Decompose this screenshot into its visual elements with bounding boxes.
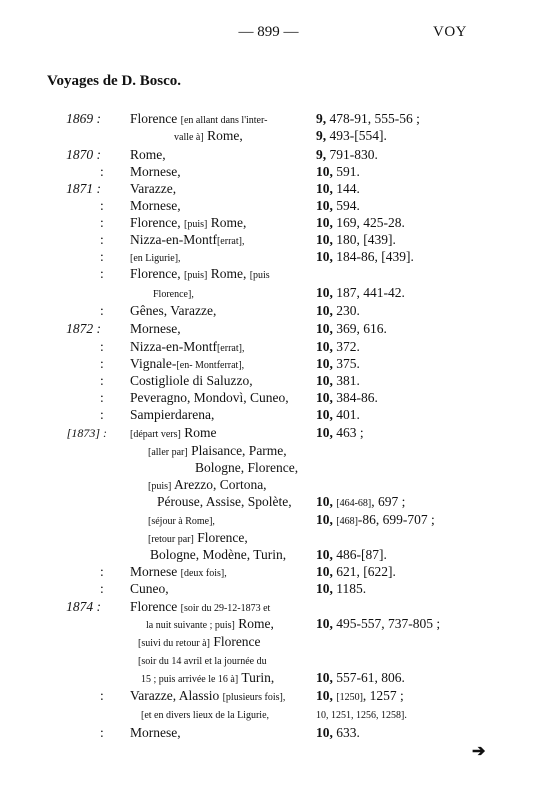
entry-place: [141, 705, 269, 725]
entry-place: [148, 511, 215, 531]
place-text: [puis]: [183, 270, 208, 281]
index-entry: [0, 511, 537, 529]
page-reference: 486-[87].: [336, 547, 387, 562]
entry-reference: [316, 563, 396, 581]
entry-reference: [316, 546, 387, 564]
entry-ditto-colon: :: [100, 215, 104, 230]
page-reference: -86, 699-707 ;: [357, 512, 435, 527]
place-text: Arezzo, Cortona,: [171, 477, 267, 492]
page-reference: 375.: [336, 356, 360, 371]
entry-place: [130, 389, 289, 407]
page-reference: [464-68]: [336, 498, 372, 509]
volume-number: 10,: [316, 339, 333, 354]
place-text: 15 ; puis arrivée le 16 à]: [141, 674, 239, 685]
volume-number: 10,: [316, 249, 333, 264]
page-reference: [1250]: [336, 692, 363, 703]
place-text: [aller par]: [148, 447, 188, 458]
entry-reference: [316, 493, 405, 513]
place-text: Florence,: [193, 530, 248, 545]
volume-number: 10,: [316, 181, 333, 196]
place-text: [soir du 29-12-1873 et: [180, 603, 271, 614]
entry-ditto-colon: :: [100, 303, 104, 318]
volume-number: 10,: [316, 390, 333, 405]
page-reference: 187, 441-42.: [336, 285, 405, 300]
entry-reference: [316, 180, 360, 198]
place-text: Rome,: [207, 215, 247, 230]
volume-number: 10,: [316, 164, 333, 179]
entry-place: [130, 424, 216, 444]
page-reference: 478-91, 555-56 ;: [329, 111, 420, 126]
entry-ditto-colon: :: [100, 356, 104, 371]
entry-reference: [316, 580, 366, 598]
volume-number: 10,: [316, 232, 333, 247]
page-reference: 10, 1251, 1256, 1258].: [316, 710, 407, 721]
index-entry: [0, 355, 537, 373]
volume-number: 10,: [316, 425, 333, 440]
entry-place: [153, 284, 194, 304]
index-entry: [0, 248, 537, 266]
entry-reference: [316, 302, 360, 320]
place-text: Mornese,: [130, 164, 181, 179]
page-reference: , 697 ;: [371, 494, 406, 509]
place-text: Rome,: [207, 266, 250, 281]
index-entry: [0, 406, 537, 424]
index-entry: [0, 110, 537, 128]
entry-reference: [316, 338, 360, 356]
page-reference: 791-830.: [329, 147, 378, 162]
place-text: valle à]: [174, 132, 204, 143]
place-text: [en- Montferrat],: [176, 360, 245, 371]
entry-ditto-colon: :: [100, 164, 104, 179]
volume-number: 10,: [316, 512, 333, 527]
entry-year: 1871 :: [66, 181, 101, 196]
entry-place: [141, 669, 274, 689]
index-entry: [0, 459, 537, 477]
entry-ditto-colon: :: [100, 581, 104, 596]
place-text: Gênes, Varazze,: [130, 303, 217, 318]
entry-year: 1874 :: [66, 599, 101, 614]
index-entry: [0, 442, 537, 460]
place-text: [errat],: [216, 343, 245, 354]
page-reference: 401.: [336, 407, 360, 422]
index-entry: [0, 651, 537, 669]
index-entry: [0, 546, 537, 564]
entry-place: [138, 651, 267, 671]
entry-place: [130, 372, 253, 390]
place-text: Mornese: [130, 564, 181, 579]
entry-reference: [316, 110, 420, 128]
index-entry: [0, 284, 537, 302]
entry-ditto-colon: :: [100, 564, 104, 579]
place-text: Rome,: [234, 616, 274, 631]
place-text: [puis: [249, 270, 270, 281]
entry-place: [130, 180, 176, 198]
place-text: Plaisance, Parme,: [187, 443, 287, 458]
entry-reference: [316, 127, 387, 145]
volume-number: 9,: [316, 147, 327, 162]
entry-reference: [316, 424, 364, 442]
entry-reference: [316, 406, 360, 424]
entry-ditto-colon: :: [100, 266, 104, 281]
entry-ditto-colon: :: [100, 407, 104, 422]
page-reference: 1185.: [336, 581, 367, 596]
place-text: [suivi du retour à]: [138, 638, 210, 649]
page-reference: 369, 616.: [336, 321, 387, 336]
entry-place: [157, 493, 292, 511]
entry-place: [130, 320, 181, 338]
place-text: Florence: [130, 111, 181, 126]
entry-place: [195, 459, 298, 477]
place-text: Bologne, Modène, Turin,: [150, 547, 287, 562]
index-entry: [0, 146, 537, 164]
volume-number: 10,: [316, 356, 333, 371]
index-entry: [0, 320, 537, 338]
index-entry: [0, 214, 537, 232]
page-reference: 184-86, [439].: [336, 249, 414, 264]
volume-number: 10,: [316, 725, 333, 740]
volume-number: 10,: [316, 670, 333, 685]
index-entry: [0, 705, 537, 723]
entry-reference: [316, 705, 407, 725]
entry-year: 1872 :: [66, 321, 101, 336]
index-entry: [0, 372, 537, 390]
entry-year: [1873] :: [66, 426, 107, 440]
volume-number: 10,: [316, 616, 333, 631]
place-text: [en allant dans l'inter-: [180, 115, 268, 126]
entry-place: [138, 633, 261, 653]
running-head: VOY: [433, 24, 467, 40]
place-text: la nuit suivante ; puis]: [146, 620, 235, 631]
place-text: [puis]: [183, 219, 208, 230]
volume-number: 10,: [316, 198, 333, 213]
entry-place: [174, 127, 243, 147]
entry-year: 1870 :: [66, 147, 101, 162]
entry-reference: [316, 669, 405, 687]
page-reference: 463 ;: [336, 425, 364, 440]
page-reference: 594.: [336, 198, 360, 213]
page-reference: 591.: [336, 164, 360, 179]
entry-reference: [316, 687, 404, 707]
place-text: [plusieurs fois],: [222, 692, 286, 703]
entry-reference: [316, 163, 360, 181]
place-text: [en Ligurie],: [130, 253, 181, 264]
entry-ditto-colon: :: [100, 373, 104, 388]
page-reference: 381.: [336, 373, 360, 388]
entry-reference: [316, 615, 440, 633]
place-text: Varazze,: [130, 181, 177, 196]
index-entry: [0, 669, 537, 687]
volume-number: 10,: [316, 407, 333, 422]
page-reference: 621, [622].: [336, 564, 396, 579]
page-reference: 144.: [336, 181, 360, 196]
index-entry: [0, 424, 537, 442]
index-entry: [0, 724, 537, 742]
section-title: Voyages de D. Bosco.: [47, 73, 182, 89]
page-reference: 180, [439].: [336, 232, 396, 247]
index-entry: [0, 563, 537, 581]
entry-place: [130, 302, 216, 320]
page-reference: 493-[554].: [329, 128, 387, 143]
entry-ditto-colon: :: [100, 725, 104, 740]
entry-reference: [316, 511, 435, 531]
page-reference: , 1257 ;: [362, 688, 404, 703]
entry-place: [130, 687, 285, 707]
place-text: Florence: [209, 634, 261, 649]
page-reference: 372.: [336, 339, 360, 354]
index-entry: [0, 163, 537, 181]
volume-number: 10,: [316, 547, 333, 562]
volume-number: 10,: [316, 688, 333, 703]
index-entry: [0, 180, 537, 198]
entry-place: [130, 406, 214, 424]
place-text: [soir du 14 avril et la journée du: [138, 656, 267, 667]
entry-ditto-colon: :: [100, 688, 104, 703]
place-text: Florence],: [153, 289, 194, 300]
place-text: Costigliole di Saluzzo,: [130, 373, 253, 388]
page-reference: [468]: [336, 516, 358, 527]
entry-ditto-colon: :: [100, 249, 104, 264]
place-text: Rome,: [130, 147, 166, 162]
place-text: Bologne, Florence,: [195, 460, 299, 475]
index-entry: [0, 265, 537, 283]
entry-reference: [316, 284, 405, 302]
entry-reference: [316, 320, 387, 338]
index-entry: [0, 687, 537, 705]
place-text: Vignale-: [130, 356, 177, 371]
place-text: [puis]: [148, 481, 172, 492]
entry-ditto-colon: :: [100, 232, 104, 247]
index-entry: [0, 476, 537, 494]
volume-number: 10,: [316, 303, 333, 318]
entry-reference: [316, 231, 396, 249]
place-text: [retour par]: [148, 534, 194, 545]
entry-reference: [316, 214, 405, 232]
entry-reference: [316, 372, 360, 390]
entry-place: [150, 546, 286, 564]
place-text: Peveragno, Mondovì, Cuneo,: [130, 390, 289, 405]
index-entry: [0, 493, 537, 511]
entry-place: [130, 146, 166, 164]
entry-reference: [316, 724, 360, 742]
place-text: Florence: [130, 599, 181, 614]
place-text: Mornese,: [130, 725, 181, 740]
place-text: Nizza-en-Montf: [130, 232, 217, 247]
place-text: Pérouse, Assise, Spolète,: [157, 494, 292, 509]
continue-arrow-icon: ➔: [472, 743, 486, 760]
index-entry: [0, 197, 537, 215]
place-text: [départ vers]: [130, 429, 181, 440]
place-text: [errat],: [216, 236, 245, 247]
place-text: Rome: [180, 425, 217, 440]
volume-number: 10,: [316, 215, 333, 230]
entry-place: [130, 163, 181, 181]
entry-place: [146, 615, 274, 635]
index-entry: [0, 389, 537, 407]
index-entry: [0, 302, 537, 320]
place-text: Sampierdarena,: [130, 407, 215, 422]
volume-number: 10,: [316, 321, 333, 336]
entry-year: 1869 :: [66, 111, 101, 126]
place-text: Turin,: [238, 670, 275, 685]
volume-number: 10,: [316, 285, 333, 300]
place-text: [et en divers lieux de la Ligurie,: [141, 710, 270, 721]
index-entry: [0, 231, 537, 249]
page-reference: 633.: [336, 725, 360, 740]
place-text: Varazze, Alassio: [130, 688, 223, 703]
place-text: Mornese,: [130, 321, 181, 336]
page-reference: 557-61, 806.: [336, 670, 405, 685]
place-text: Florence,: [130, 266, 184, 281]
entry-place: [130, 197, 181, 215]
place-text: [deux fois],: [180, 568, 227, 579]
index-entry: [0, 633, 537, 651]
index-entry: [0, 529, 537, 547]
entry-place: [130, 265, 270, 285]
index-entry: [0, 598, 537, 616]
entry-ditto-colon: :: [100, 198, 104, 213]
place-text: Rome,: [203, 128, 243, 143]
index-entry: [0, 127, 537, 145]
volume-number: 9,: [316, 128, 327, 143]
page-reference: 169, 425-28.: [336, 215, 405, 230]
place-text: [séjour à Rome],: [148, 516, 215, 527]
place-text: Nizza-en-Montf: [130, 339, 217, 354]
page-reference: 384-86.: [336, 390, 378, 405]
page-reference: 495-557, 737-805 ;: [336, 616, 441, 631]
entry-reference: [316, 355, 360, 373]
entry-place: [130, 724, 181, 742]
page-reference: 230.: [336, 303, 360, 318]
volume-number: 10,: [316, 373, 333, 388]
place-text: Cuneo,: [130, 581, 169, 596]
index-entry: [0, 580, 537, 598]
index-entry: [0, 338, 537, 356]
entry-ditto-colon: :: [100, 390, 104, 405]
entry-reference: [316, 389, 378, 407]
volume-number: 9,: [316, 111, 327, 126]
place-text: Mornese,: [130, 198, 181, 213]
entry-ditto-colon: :: [100, 339, 104, 354]
entry-reference: [316, 146, 378, 164]
place-text: Florence,: [130, 215, 184, 230]
entry-reference: [316, 248, 414, 266]
volume-number: 10,: [316, 494, 333, 509]
entry-reference: [316, 197, 360, 215]
entry-place: [130, 580, 169, 598]
index-entry: [0, 615, 537, 633]
volume-number: 10,: [316, 581, 333, 596]
page-number: — 899 —: [238, 24, 299, 40]
volume-number: 10,: [316, 564, 333, 579]
